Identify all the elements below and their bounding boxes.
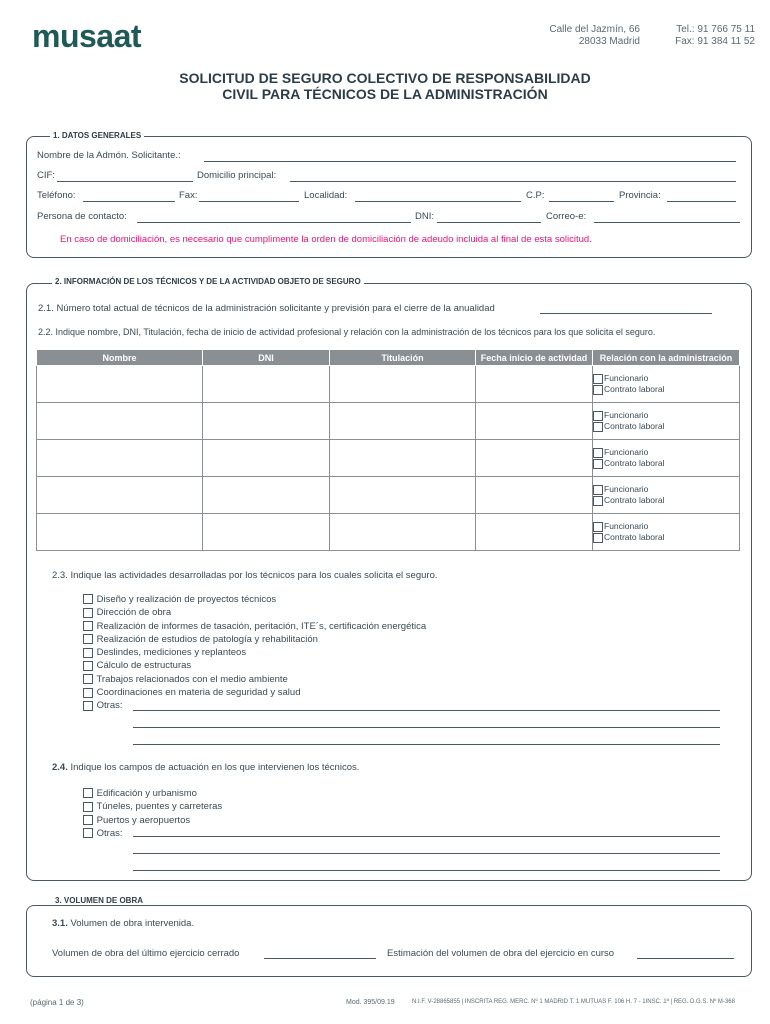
funcionario-checkbox[interactable] xyxy=(593,411,603,421)
activity-checkbox[interactable] xyxy=(83,621,93,631)
localidad-field[interactable] xyxy=(355,201,521,202)
nombre-label: Nombre de la Admón. Solicitante.: xyxy=(37,150,181,161)
activities-otras-line3[interactable] xyxy=(133,744,720,745)
domiciliacion-note: En caso de domiciliación, es necesario que cumplimente la orden de domiciliación de adeudo incluida al final de esta solicitud. xyxy=(60,234,592,245)
list-item: Cálculo de estructuras xyxy=(83,659,426,672)
table-row xyxy=(37,514,740,551)
section3-legend: 3. VOLUMEN DE OBRA xyxy=(52,896,146,905)
volumen-ultimo-field[interactable] xyxy=(264,958,376,959)
localidad-label: Localidad: xyxy=(304,190,348,201)
cell-fecha[interactable] xyxy=(476,477,593,514)
list-item: Deslindes, mediciones y replanteos xyxy=(83,646,426,659)
contrato-checkbox[interactable] xyxy=(593,459,603,469)
company-address: Calle del Jazmín, 66 28033 Madrid xyxy=(549,24,640,47)
activities-otras-field[interactable] xyxy=(133,710,720,711)
activity-checkbox[interactable] xyxy=(83,661,93,671)
fax-label: Fax: xyxy=(179,190,198,201)
contrato-checkbox[interactable] xyxy=(593,496,603,506)
list-item: Edificación y urbanismo xyxy=(83,787,222,800)
fax-field[interactable] xyxy=(199,201,299,202)
cell-dni[interactable] xyxy=(203,403,330,440)
cell-titulacion[interactable] xyxy=(330,514,476,551)
cif-field[interactable] xyxy=(57,181,193,182)
correo-field[interactable] xyxy=(594,222,740,223)
dni-label: DNI: xyxy=(415,211,434,222)
table-header-row xyxy=(37,350,740,366)
field-checkbox[interactable] xyxy=(83,815,93,825)
cell-dni[interactable] xyxy=(203,440,330,477)
list-item: Trabajos relacionados con el medio ambiente xyxy=(83,673,426,686)
cell-titulacion[interactable] xyxy=(330,403,476,440)
cell-fecha[interactable] xyxy=(476,366,593,403)
estimacion-field[interactable] xyxy=(637,958,734,959)
cell-relacion: Funcionario Contrato laboral xyxy=(593,477,740,514)
q21-label: 2.1. Número total actual de técnicos de la administración solicitante y previsión para el cierre de la anualidad xyxy=(38,303,495,314)
cell-dni[interactable] xyxy=(203,477,330,514)
page-number: (página 1 de 3) xyxy=(30,998,84,1007)
cell-fecha[interactable] xyxy=(476,514,593,551)
company-phone: Tel.: 91 766 75 11 Fax: 91 384 11 52 xyxy=(675,24,755,47)
list-item: Puertos y aeropuertos xyxy=(83,814,222,827)
q21-field[interactable] xyxy=(540,313,712,314)
activity-checkbox[interactable] xyxy=(83,688,93,698)
activities-otras-line2[interactable] xyxy=(133,727,720,728)
table-row xyxy=(37,403,740,440)
q31-label: 3.1. Volumen de obra intervenida. xyxy=(52,918,195,929)
telefono-field[interactable] xyxy=(83,201,175,202)
col-fecha: Fecha inicio de actividad xyxy=(476,350,593,366)
fields-otras-field[interactable] xyxy=(133,836,720,837)
form-title-line1: SOLICITUD DE SEGURO COLECTIVO DE RESPONSABILIDAD xyxy=(179,70,591,86)
cp-label: C.P: xyxy=(526,190,545,201)
cell-fecha[interactable] xyxy=(476,440,593,477)
cell-nombre[interactable] xyxy=(37,366,203,403)
funcionario-checkbox[interactable] xyxy=(593,448,603,458)
cell-titulacion[interactable] xyxy=(330,366,476,403)
cell-nombre[interactable] xyxy=(37,514,203,551)
q22-label: 2.2. Indique nombre, DNI, Titulación, fecha de inicio de actividad profesional y relación con la administración de los técnicos para los que solicita el seguro. xyxy=(38,327,656,337)
cell-dni[interactable] xyxy=(203,514,330,551)
domicilio-label: Domicilio principal: xyxy=(197,170,277,181)
form-title-line2: CIVIL PARA TÉCNICOS DE LA ADMINISTRACIÓN xyxy=(222,86,548,102)
fields-otras-line3[interactable] xyxy=(133,870,720,871)
contrato-checkbox[interactable] xyxy=(593,422,603,432)
list-item: Dirección de obra xyxy=(83,606,426,619)
provincia-label: Provincia: xyxy=(619,190,661,201)
cell-relacion: Funcionario Contrato laboral xyxy=(593,403,740,440)
volumen-ultimo-label: Volumen de obra del último ejercicio cerrado xyxy=(52,948,240,959)
field-checkbox[interactable] xyxy=(83,828,93,838)
funcionario-checkbox[interactable] xyxy=(593,374,603,384)
musaat-logo: musaat xyxy=(32,18,142,54)
field-checkbox[interactable] xyxy=(83,802,93,812)
tecnicos-table xyxy=(36,349,740,551)
table-row xyxy=(37,440,740,477)
form-model: Mod. 395/09.19 xyxy=(346,999,395,1006)
activity-checkbox[interactable] xyxy=(83,648,93,658)
section-volumen-obra xyxy=(26,905,752,977)
list-item: Diseño y realización de proyectos técnicos xyxy=(83,593,426,606)
contacto-field[interactable] xyxy=(137,222,411,223)
list-item: Túneles, puentes y carreteras xyxy=(83,800,222,813)
cell-relacion: Funcionario Contrato laboral xyxy=(593,514,740,551)
dni-field[interactable] xyxy=(437,222,541,223)
cp-field[interactable] xyxy=(549,201,614,202)
cell-nombre[interactable] xyxy=(37,440,203,477)
cell-titulacion[interactable] xyxy=(330,440,476,477)
col-dni: DNI xyxy=(203,350,330,366)
fields-otras-line2[interactable] xyxy=(133,853,720,854)
estimacion-label: Estimación del volumen de obra del ejercicio en curso xyxy=(387,948,615,959)
funcionario-checkbox[interactable] xyxy=(593,522,603,532)
cell-nombre[interactable] xyxy=(37,403,203,440)
list-item: Realización de informes de tasación, peritación, ITE´s, certificación energética xyxy=(83,620,426,633)
q23-label: 2.3. Indique las actividades desarrolladas por los técnicos para los cuales solicita el seguro. xyxy=(52,570,438,581)
activity-checkbox[interactable] xyxy=(83,594,93,604)
cell-relacion: Funcionario Contrato laboral xyxy=(593,366,740,403)
field-checkbox[interactable] xyxy=(83,788,93,798)
provincia-field[interactable] xyxy=(667,201,736,202)
domicilio-field[interactable] xyxy=(290,181,736,182)
table-row xyxy=(37,366,740,403)
nombre-field[interactable] xyxy=(204,161,736,162)
contacto-label: Persona de contacto: xyxy=(37,211,127,222)
cell-relacion: Funcionario Contrato laboral xyxy=(593,440,740,477)
funcionario-checkbox[interactable] xyxy=(593,485,603,495)
activity-checkbox[interactable] xyxy=(83,608,93,618)
list-item: Otras: xyxy=(83,827,222,840)
legal-info: N.I.F. V-28865855 | INSCRITA REG. MERC. Nº 1 MADRID T. 1 MUTUAS F. 106 H. 7 - 1INSC. 1ª | REG. D.G.S. Nº M-368 xyxy=(412,999,735,1005)
activity-checkbox[interactable] xyxy=(83,634,93,644)
cell-nombre[interactable] xyxy=(37,477,203,514)
list-item: Realización de estudios de patología y rehabilitación xyxy=(83,633,426,646)
q24-label: 2.4. Indique los campos de actuación en los que intervienen los técnicos. xyxy=(52,762,360,773)
contrato-checkbox[interactable] xyxy=(593,533,603,543)
fields-list xyxy=(83,787,222,840)
list-item: Coordinaciones en materia de seguridad y salud xyxy=(83,686,426,699)
section1-legend: 1. DATOS GENERALES xyxy=(50,131,144,140)
col-titulacion: Titulación xyxy=(330,350,476,366)
col-relacion: Relación con la administración xyxy=(593,350,740,366)
cell-fecha[interactable] xyxy=(476,403,593,440)
activity-checkbox[interactable] xyxy=(83,701,93,711)
cell-dni[interactable] xyxy=(203,366,330,403)
correo-label: Correo-e: xyxy=(546,211,587,222)
list-item: Otras: xyxy=(83,699,426,712)
telefono-label: Teléfono: xyxy=(37,190,76,201)
cell-titulacion[interactable] xyxy=(330,477,476,514)
contrato-checkbox[interactable] xyxy=(593,385,603,395)
section2-legend: 2. INFORMACIÓN DE LOS TÉCNICOS Y DE LA ACTIVIDAD OBJETO DE SEGURO xyxy=(52,277,364,286)
cif-label: CIF: xyxy=(37,170,55,181)
col-nombre: Nombre xyxy=(37,350,203,366)
activities-list xyxy=(83,593,426,713)
table-row xyxy=(37,477,740,514)
activity-checkbox[interactable] xyxy=(83,674,93,684)
